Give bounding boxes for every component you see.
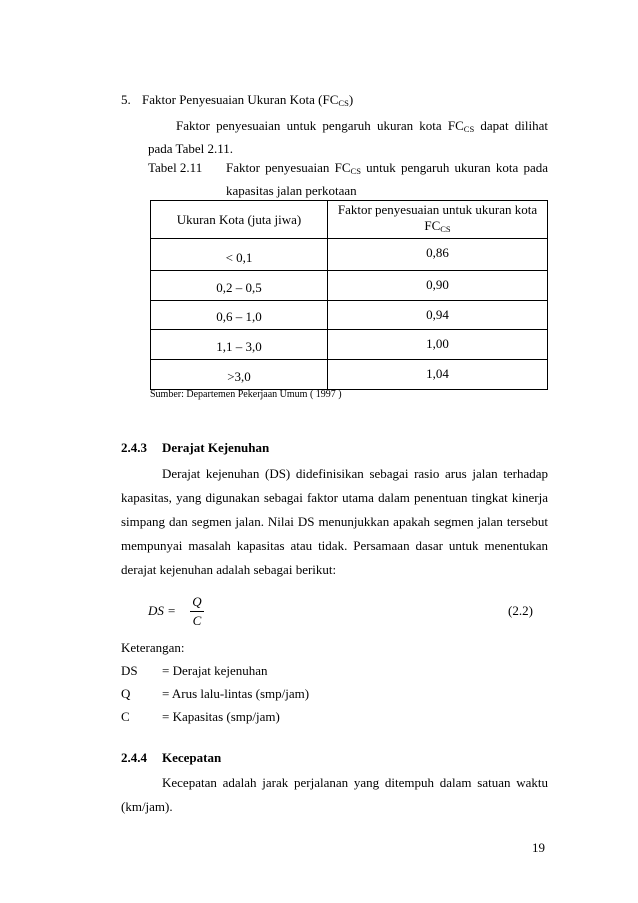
legend-definition: = Derajat kejenuhan <box>162 663 268 678</box>
table-cell: 0,90 <box>328 271 548 301</box>
body-line: simpang dan segmen jalan. Nilai DS menunjukkan apakah segmen jalan tersebut <box>121 514 548 529</box>
table-cell: 1,1 – 3,0 <box>151 330 328 360</box>
section-number: 2.4.4 <box>121 750 147 765</box>
table-row <box>151 301 548 330</box>
section-title: Derajat Kejenuhan <box>162 440 270 455</box>
equation-lhs: DS = <box>148 603 176 618</box>
item-title: Faktor Penyesuaian Ukuran Kota $(FC_{CS})$ <box>142 92 354 108</box>
table-cell: 0,86 <box>328 239 548 271</box>
legend-symbol: Q <box>121 686 131 701</box>
legend-symbol: C <box>121 709 130 724</box>
item-paragraph-line: pada Tabel 2.11. <box>148 141 234 156</box>
table-row <box>151 239 548 271</box>
table-row <box>151 271 548 301</box>
table-cell: >3,0 <box>151 360 328 390</box>
table-header-cell: Faktor penyesuaian untuk ukuran kota $FC_{CS}$ <box>328 201 548 239</box>
table-cell: 0,94 <box>328 301 548 330</box>
body-line: (km/jam). <box>121 799 173 814</box>
item-number: 5. <box>121 92 131 107</box>
legend-symbol: DS <box>121 663 138 678</box>
body-line: derajat kejenuhan adalah sebagai berikut: <box>121 562 337 577</box>
table-caption-text: kapasitas jalan perkotaan <box>226 183 357 198</box>
table-cell: 1,04 <box>328 360 548 390</box>
table-cell: 0,6 – 1,0 <box>151 301 328 330</box>
fraction-bar <box>190 611 204 612</box>
body-line: kapasitas, yang digunakan sebagai faktor utama dalam penentuan tingkat kinerja <box>121 490 548 505</box>
legend-definition: = Kapasitas (smp/jam) <box>162 709 280 724</box>
section-number: 2.4.3 <box>121 440 147 455</box>
table-row <box>151 360 548 390</box>
table-cell: 1,00 <box>328 330 548 360</box>
legend-definition: = Arus lalu-lintas (smp/jam) <box>162 686 310 701</box>
equation-number: (2.2) <box>508 603 533 618</box>
table-row <box>151 330 548 360</box>
equation-denominator: C <box>192 613 202 628</box>
table-cell: < 0,1 <box>151 239 328 271</box>
body-line: mempunyai masalah kapasitas atau tidak. Persamaan dasar untuk menentukan <box>121 538 548 553</box>
table-header-row <box>151 201 548 239</box>
table-caption-label: Tabel 2.11 <box>148 160 203 175</box>
table-source: Sumber: Departemen Pekerjaan Umum ( 1997 ) <box>150 389 342 400</box>
size-factor-table <box>150 200 548 390</box>
body-line: Kecepatan adalah jarak perjalanan yang ditempuh dalam satuan waktu <box>162 775 548 790</box>
table-header-cell: Ukuran Kota (juta jiwa) <box>151 201 328 239</box>
equation-numerator: Q <box>192 594 202 609</box>
page-number: 19 <box>532 840 545 855</box>
legend-title: Keterangan: <box>121 640 185 655</box>
item-paragraph-line: Faktor penyesuaian untuk pengaruh ukuran kota $FC_{CS}$ dapat dilihat <box>176 118 548 134</box>
table-caption-text: Faktor penyesuaian $FC_{CS}$ untuk pengaruh ukuran kota pada <box>226 160 548 176</box>
section-title: Kecepatan <box>162 750 222 765</box>
equation-fraction <box>190 594 204 629</box>
body-line: Derajat kejenuhan (DS) didefinisikan sebagai rasio arus jalan terhadap <box>162 466 548 481</box>
table-cell: 0,2 – 0,5 <box>151 271 328 301</box>
